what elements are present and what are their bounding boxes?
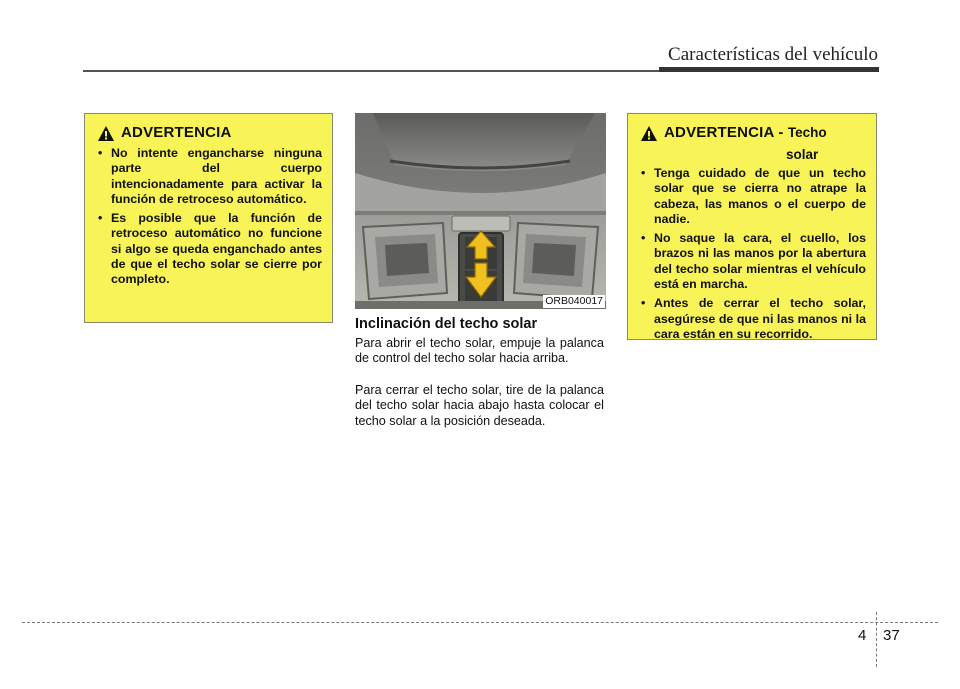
- warning-header: [97, 124, 322, 142]
- page-number: 37: [883, 627, 900, 644]
- header-rule-accent: [659, 67, 879, 72]
- section-heading: Inclinación del techo solar: [355, 316, 538, 332]
- warning-title: ADVERTENCIA: [121, 124, 232, 141]
- warning-list: [97, 146, 322, 288]
- section-paragraph: Para cerrar el techo solar, tire de la palanca del techo solar hacia abajo hasta colocar el techo solar a la posición deseada.: [355, 383, 604, 428]
- warning-triangle-icon: [97, 125, 115, 142]
- section-paragraph: Para abrir el techo solar, empuje la palanca de control del techo solar hacia arriba.: [355, 336, 604, 366]
- warning-item: • No saque la cara, el cuello, los brazos ni las manos por la abertura del techo solar mientras el vehículo está en marcha.: [640, 231, 866, 292]
- sunroof-console-photo: [355, 113, 606, 309]
- warning-list: [640, 166, 866, 342]
- footer-divider: [876, 612, 877, 667]
- warning-subtitle-line2: solar: [786, 147, 819, 162]
- warning-title-group: [664, 124, 827, 142]
- warning-item: • Es posible que la función de retroceso automático no funcione si algo se queda enganchado antes de que el techo solar se cierre por completo.: [97, 211, 322, 287]
- warning-title: ADVERTENCIA -: [664, 124, 788, 141]
- chapter-number: 4: [858, 627, 867, 644]
- warning-box-autoreverse: [84, 113, 333, 323]
- figure-code: ORB040017: [545, 295, 603, 307]
- warning-item: • Antes de cerrar el techo solar, asegúrese de que ni las manos ni la cara están en su recorrido.: [640, 296, 866, 342]
- warning-header: [640, 124, 866, 162]
- page-header-title: Características del vehículo: [668, 44, 878, 65]
- warning-box-sunroof: [627, 113, 877, 340]
- warning-item: • Tenga cuidado de que un techo solar que se cierra no atrape la cabeza, las manos o el cuerpo de nadie.: [640, 166, 866, 227]
- footer-rule: [22, 622, 938, 623]
- warning-subtitle: Techo: [787, 125, 827, 140]
- warning-triangle-icon: [640, 125, 658, 142]
- warning-item: • No intente engancharse ninguna parte del cuerpo intencionadamente para activar la función de retroceso automático.: [97, 146, 322, 207]
